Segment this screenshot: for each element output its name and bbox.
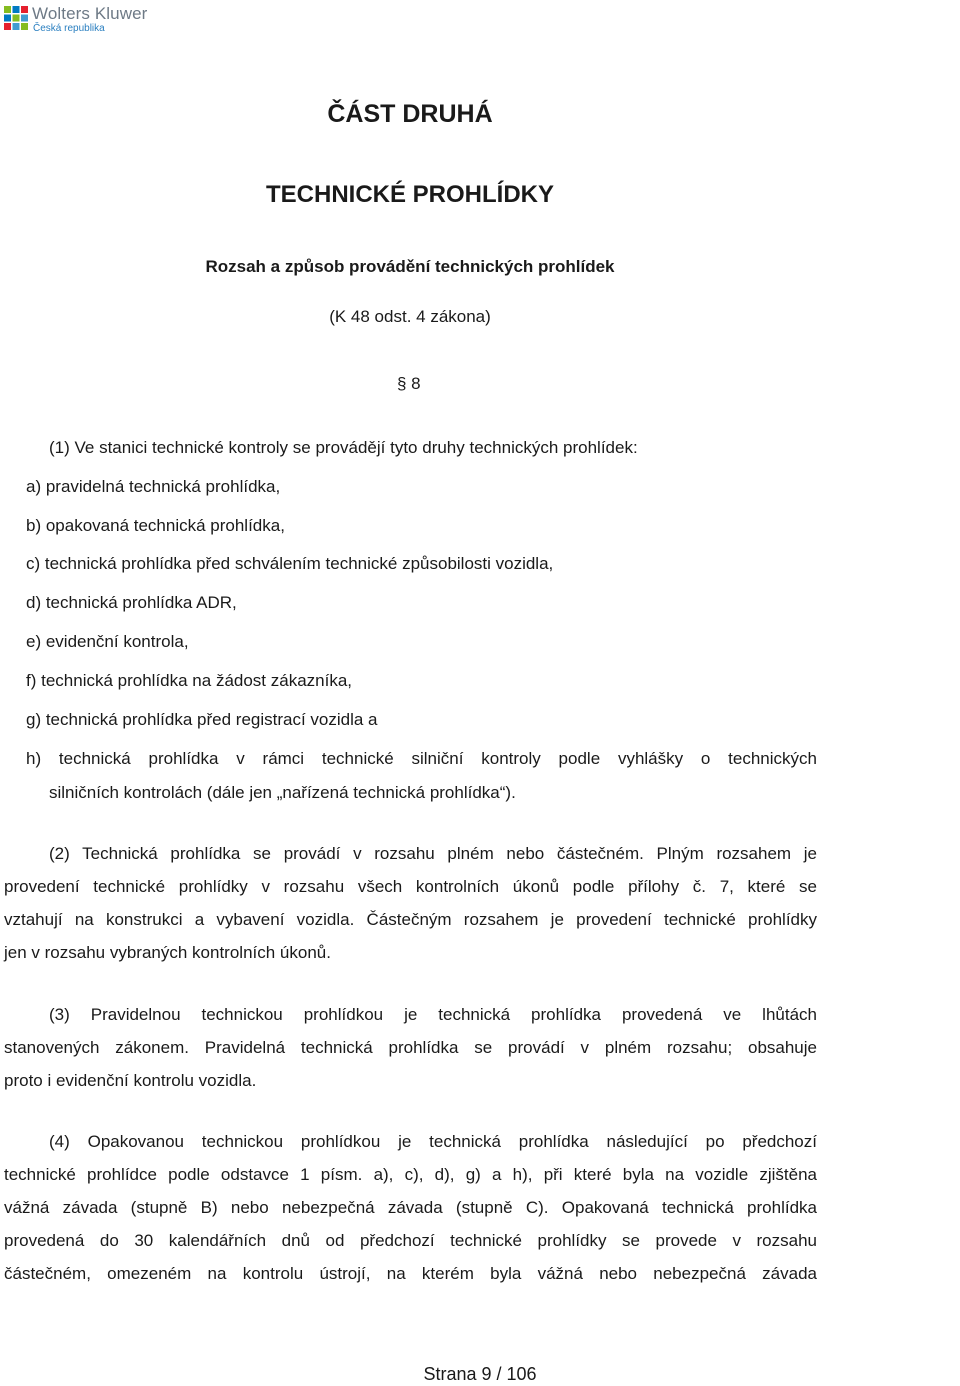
list-item: d) technická prohlídka ADR, bbox=[26, 593, 237, 612]
paragraph-2-line: jen v rozsahu vybraných kontrolních úkonů. bbox=[4, 943, 331, 962]
paragraph-4-line: vážná závada (stupně B) nebo nebezpečná závada (stupně C). Opakovaná technická prohlídka bbox=[4, 1198, 817, 1217]
law-reference: (K 48 odst. 4 zákona) bbox=[329, 307, 491, 326]
paragraph-3-line: proto i evidenční kontrolu vozidla. bbox=[4, 1071, 257, 1090]
list-item-h-line-2: silničních kontrolách (dále jen „nařízená technická prohlídka“). bbox=[49, 783, 516, 802]
brand-country: Česká republika bbox=[33, 23, 105, 34]
paragraph-2-line: (2) Technická prohlídka se provádí v rozsahu plném nebo částečném. Plným rozsahem je bbox=[49, 844, 817, 863]
list-item: a) pravidelná technická prohlídka, bbox=[26, 477, 281, 496]
paragraph-2-line: vztahují na konstrukci a vybavení vozidla. Částečným rozsahem je provedení technické prohlídky bbox=[4, 910, 817, 929]
list-item: f) technická prohlídka na žádost zákazníka, bbox=[26, 671, 353, 690]
brand-name: Wolters Kluwer bbox=[32, 4, 148, 23]
wolters-kluwer-logo-icon bbox=[4, 6, 28, 30]
paragraph-3-line: (3) Pravidelnou technickou prohlídkou je technická prohlídka provedená ve lhůtách bbox=[49, 1005, 817, 1024]
page-number: Strana 9 / 106 bbox=[423, 1364, 537, 1384]
paragraph-2-line: provedení technické prohlídky v rozsahu všech kontrolních úkonů podle přílohy č. 7, které se bbox=[4, 877, 817, 896]
chapter-title: TECHNICKÉ PROHLÍDKY bbox=[265, 181, 554, 208]
publisher-logo bbox=[4, 4, 154, 38]
list-item: c) technická prohlídka před schválením technické způsobilosti vozidla, bbox=[26, 554, 554, 573]
section-title: Rozsah a způsob provádění technických prohlídek bbox=[205, 257, 615, 276]
paragraph-1-intro: (1) Ve stanici technické kontroly se provádějí tyto druhy technických prohlídek: bbox=[49, 438, 638, 457]
paragraph-4-line: technické prohlídce podle odstavce 1 písm. a), c), d), g) a h), při které byla na vozidle zjištěna bbox=[4, 1165, 817, 1184]
list-item: g) technická prohlídka před registrací vozidla a bbox=[26, 710, 378, 729]
paragraph-3-line: stanovených zákonem. Pravidelná technická prohlídka se provádí v plném rozsahu; obsahuje bbox=[4, 1038, 817, 1057]
part-title: ČÁST DRUHÁ bbox=[327, 100, 493, 128]
paragraph-4-line: (4) Opakovanou technickou prohlídkou je technická prohlídka následující po předchozí bbox=[49, 1132, 817, 1151]
list-item: b) opakovaná technická prohlídka, bbox=[26, 516, 285, 535]
list-item-h-line-1: h) technická prohlídka v rámci technické silniční kontroly podle vyhlášky o technických bbox=[26, 749, 817, 768]
section-number: § 8 bbox=[397, 374, 421, 393]
list-item: e) evidenční kontrola, bbox=[26, 632, 189, 651]
paragraph-4-line: provedená do 30 kalendářních dnů od předchozí technické prohlídky se provede v rozsahu bbox=[4, 1231, 817, 1250]
paragraph-4-line: částečném, omezeném na kontrolu ústrojí, na kterém byla vážná nebo nebezpečná závada bbox=[4, 1264, 817, 1283]
